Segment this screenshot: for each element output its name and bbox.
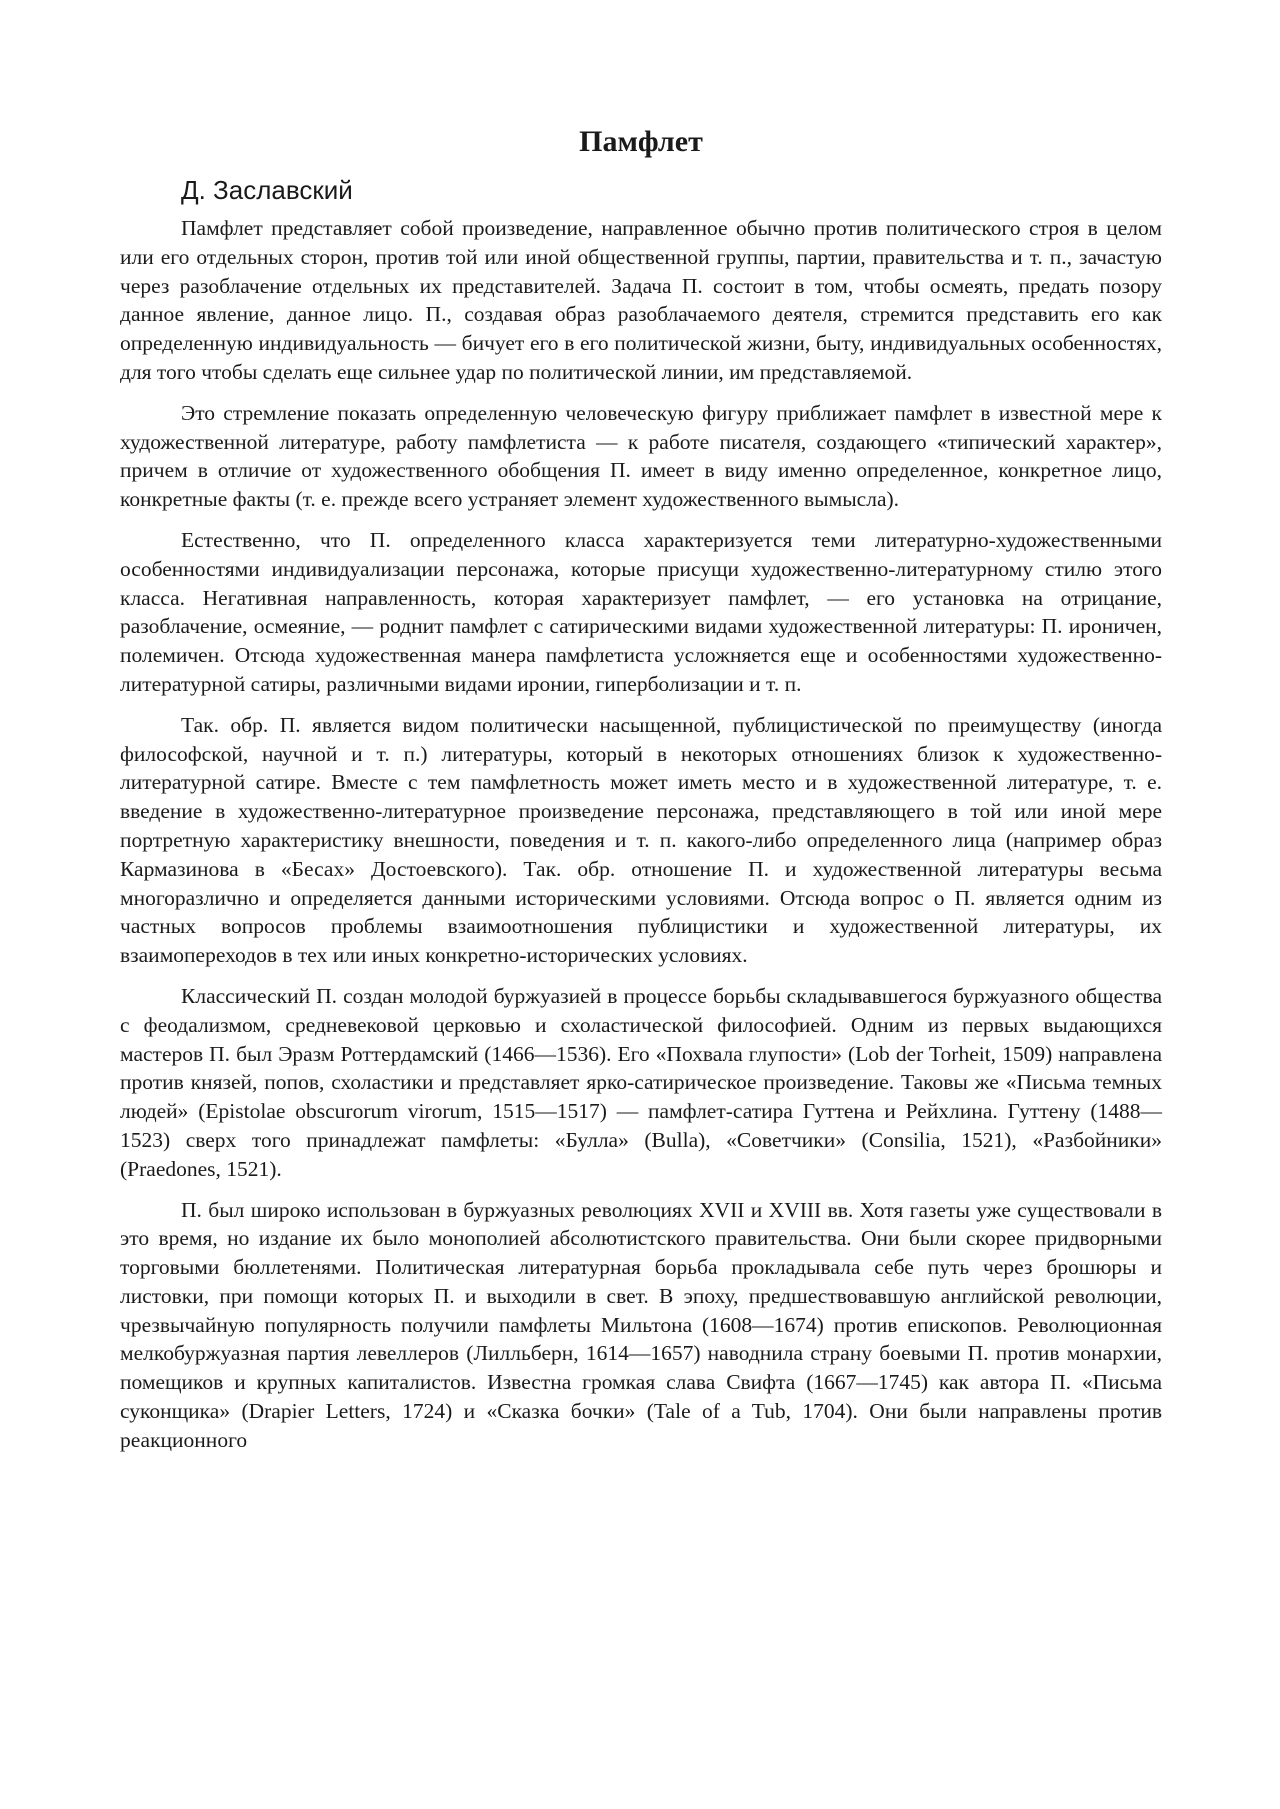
document-author: Д. Заславский <box>181 175 353 205</box>
paragraph-5: Классический П. создан молодой буржуазией в процессе борьбы складывавшегося буржуазного общества с феодализмом, средневековой церковью и схоластической философией. Одним из первых выдающихся мастеров П. был Эразм Роттердамский (1466—1536). Его «Похвала глупости» (Lob der Torheit, 1509) направлена против князей, попов, схоластики и представляет ярко-сатирическое произведение. Таковы же «Письма темных людей» (Epistolae obscurorum virorum, 1515—1517) — памфлет-сатира Гуттена и Рейхлина. Гуттену (1488—1523) сверх того принадлежат памфлеты: «Булла» (Bulla), «Советчики» (Consilia, 1521), «Разбойники» (Praedones, 1521). <box>120 983 1162 1181</box>
paragraph-6: П. был широко использован в буржуазных революциях XVII и XVIII вв. Хотя газеты уже существовали в это время, но издание их было монополией абсолютистского правительства. Они были скорее придворными торговыми бюллетенями. Политическая литературная борьба прокладывала себе путь через брошюры и листовки, при помощи которых П. и выходили в свет. В эпоху, предшествовавшую английской революции, чрезвычайную популярность получили памфлеты Мильтона (1608—1674) против епископов. Революционная мелкобуржуазная партия левеллеров (Лилльберн, 1614—1657) наводнила страну боевыми П. против монархии, помещиков и крупных капиталистов. Известна громкая слава Свифта (1667—1745) как автора П. «Письма суконщика» (Drapier Letters, 1724) и «Сказка бочки» (Tale of a Tub, 1704). Они были направлены против реакционного <box>120 1197 1162 1452</box>
paragraph-1: Памфлет представляет собой произведение, направленное обычно против политического строя в целом или его отдельных сторон, против той или иной общественной группы, партии, правительства и т. п., зачастую через разоблачение отдельных их представителей. Задача П. состоит в том, чтобы осмеять, предать позору данное явление, данное лицо. П., создавая образ разоблачаемого деятеля, стремится представить его как определенную индивидуальность — бичует его в его политической жизни, быту, индивидуальных особенностях, для того чтобы сделать еще сильнее удар по политической линии, им представляемой. <box>120 216 1162 384</box>
paragraph-4: Так. обр. П. является видом политически насыщенной, публицистической по преимуществу (иногда философской, научной и т. п.) литературы, который в некоторых отношениях близок к художественно-литературной сатире. Вместе с тем памфлетность может иметь место и в художественной литературе, т. е. введение в художественно-литературное произведение персонажа, представляющего в той или иной мере портретную характеристику внешности, поведения и т. п. какого-либо определенного лица (например образ Кармазинова в «Бесах» Достоевского). Так. обр. отношение П. и художественной литературы весьма многоразлично и определяется данными историческими условиями. Отсюда вопрос о П. является одним из частных вопросов проблемы взаимоотношения публицистики и художественной литературы, их взаимопереходов в тех или иных конкретно-исторических условиях. <box>120 712 1162 968</box>
paragraph-2: Это стремление показать определенную человеческую фигуру приближает памфлет в известной мере к художественной литературе, работу памфлетиста — к работе писателя, создающего «типический характер», причем в отличие от художественного обобщения П. имеет в виду именно определенное, конкретное лицо, конкретные факты (т. е. прежде всего устраняет элемент художественного вымысла). <box>120 400 1162 512</box>
paragraph-3: Естественно, что П. определенного класса характеризуется теми литературно-художественными особенностями индивидуализации персонажа, которые присущи художественно-литературному стилю этого класса. Негативная направленность, которая характеризует памфлет, — его установка на отрицание, разоблачение, осмеяние, — роднит памфлет с сатирическими видами художественной литературы: П. ироничен, полемичен. Отсюда художественная манера памфлетиста усложняется еще и особенностями художественно-литературной сатиры, различными видами иронии, гиперболизации и т. п. <box>120 527 1162 696</box>
document-title: Памфлет <box>579 125 703 158</box>
document-page <box>120 118 1162 1467</box>
